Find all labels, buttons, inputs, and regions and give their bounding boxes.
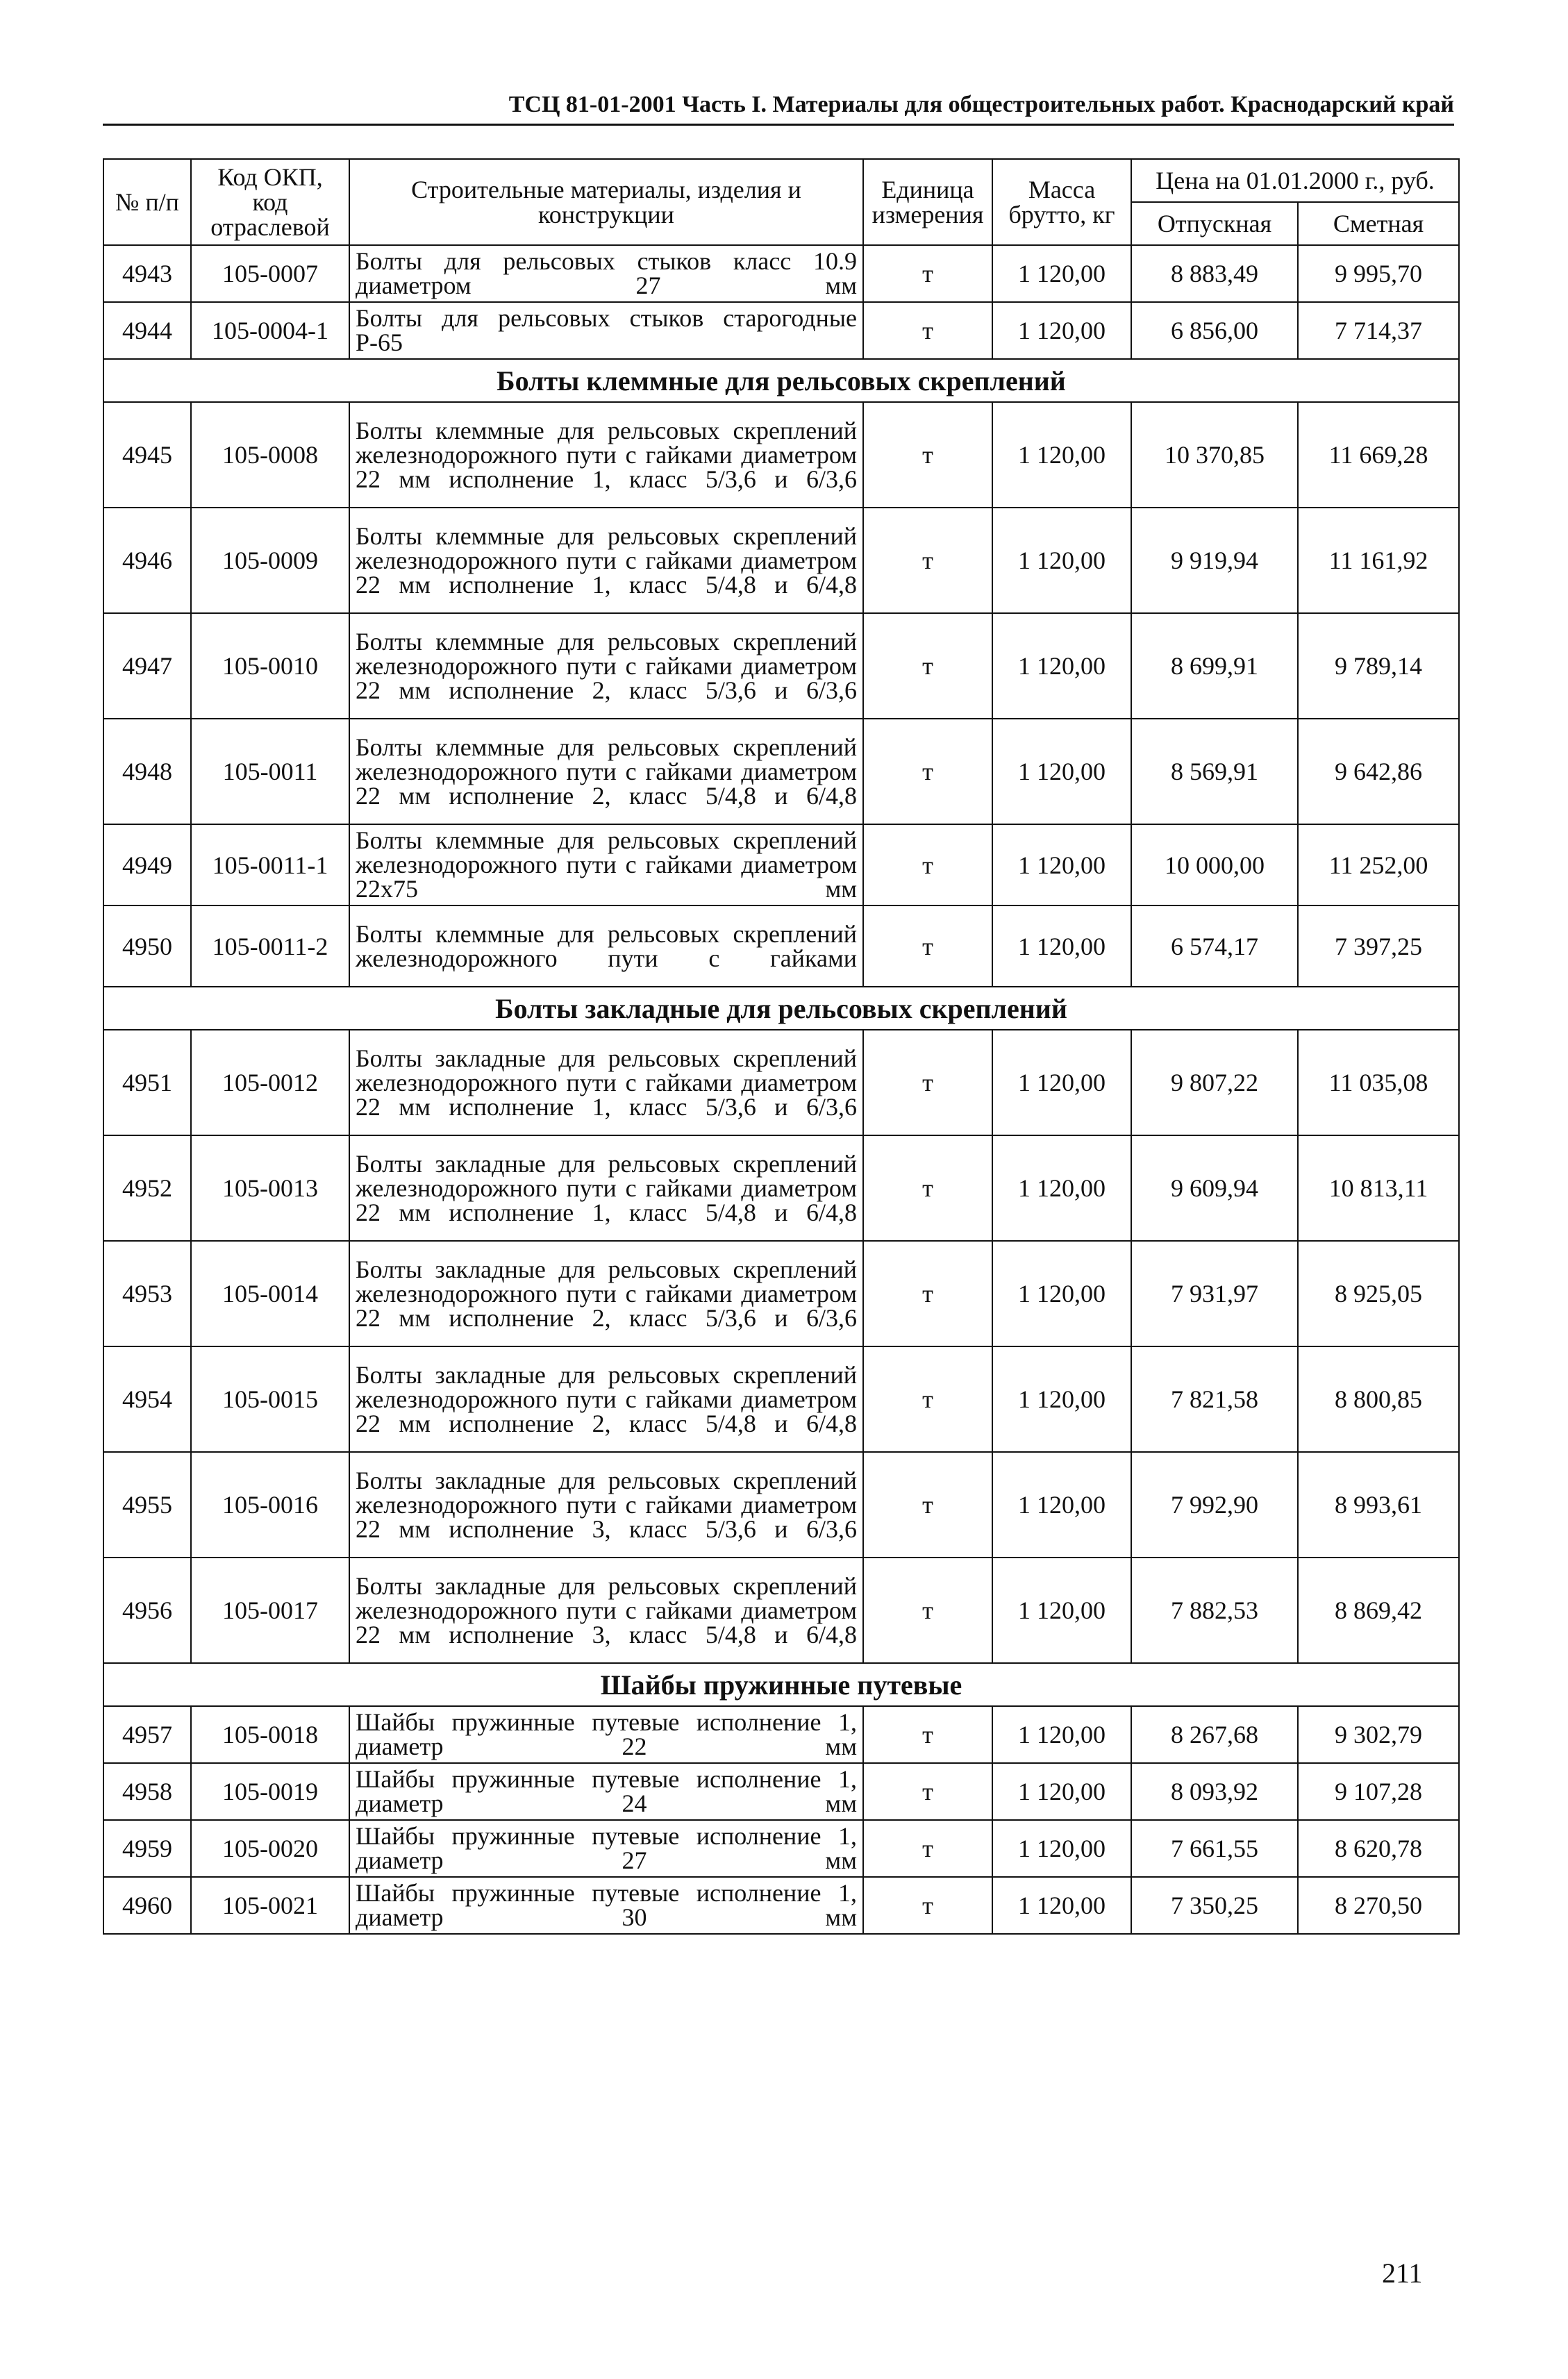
gross-mass: 1 120,00 xyxy=(992,905,1131,987)
okp-code: 105-0011-1 xyxy=(191,824,349,905)
okp-code: 105-0007 xyxy=(191,245,349,302)
section-row xyxy=(103,1663,1459,1706)
release-price: 8 267,68 xyxy=(1131,1706,1298,1763)
row-number: 4960 xyxy=(103,1877,191,1934)
release-price: 8 699,91 xyxy=(1131,613,1298,719)
release-price: 7 931,97 xyxy=(1131,1241,1298,1346)
row-number: 4958 xyxy=(103,1763,191,1820)
col-mass-header: Масса брутто, кг xyxy=(992,159,1131,245)
release-price: 7 350,25 xyxy=(1131,1877,1298,1934)
gross-mass: 1 120,00 xyxy=(992,1030,1131,1135)
material-name: Болты клеммные для рельсовых скреплений железнодорожного пути с гайками диаметром 22 мм исполнение 1, класс 5/4,8 и 6/4,8 xyxy=(349,508,863,613)
material-name: Шайбы пружинные путевые исполнение 1, диаметр 22 мм xyxy=(349,1706,863,1763)
okp-code: 105-0020 xyxy=(191,1820,349,1877)
row-number: 4956 xyxy=(103,1558,191,1663)
okp-code: 105-0004-1 xyxy=(191,302,349,359)
unit-of-measure: т xyxy=(863,402,992,508)
unit-of-measure: т xyxy=(863,1241,992,1346)
gross-mass: 1 120,00 xyxy=(992,1346,1131,1452)
table-row xyxy=(103,1135,1459,1241)
row-number: 4950 xyxy=(103,905,191,987)
unit-of-measure: т xyxy=(863,1820,992,1877)
unit-of-measure: т xyxy=(863,1763,992,1820)
release-price: 6 856,00 xyxy=(1131,302,1298,359)
unit-of-measure: т xyxy=(863,1877,992,1934)
table-row xyxy=(103,1763,1459,1820)
col-code-header: Код ОКП, код отраслевой xyxy=(191,159,349,245)
release-price: 10 370,85 xyxy=(1131,402,1298,508)
material-name: Болты закладные для рельсовых скреплений железнодорожного пути с гайками диаметром 22 мм исполнение 2, класс 5/4,8 и 6/4,8 xyxy=(349,1346,863,1452)
gross-mass: 1 120,00 xyxy=(992,1706,1131,1763)
gross-mass: 1 120,00 xyxy=(992,1241,1131,1346)
okp-code: 105-0019 xyxy=(191,1763,349,1820)
table-row xyxy=(103,402,1459,508)
unit-of-measure: т xyxy=(863,1135,992,1241)
table-row xyxy=(103,302,1459,359)
release-price: 9 609,94 xyxy=(1131,1135,1298,1241)
unit-of-measure: т xyxy=(863,1706,992,1763)
row-number: 4951 xyxy=(103,1030,191,1135)
estimate-price: 10 813,11 xyxy=(1298,1135,1459,1241)
okp-code: 105-0008 xyxy=(191,402,349,508)
table-row xyxy=(103,719,1459,824)
row-number: 4954 xyxy=(103,1346,191,1452)
okp-code: 105-0018 xyxy=(191,1706,349,1763)
gross-mass: 1 120,00 xyxy=(992,402,1131,508)
unit-of-measure: т xyxy=(863,1558,992,1663)
okp-code: 105-0014 xyxy=(191,1241,349,1346)
release-price: 8 883,49 xyxy=(1131,245,1298,302)
gross-mass: 1 120,00 xyxy=(992,1763,1131,1820)
release-price: 10 000,00 xyxy=(1131,824,1298,905)
gross-mass: 1 120,00 xyxy=(992,508,1131,613)
table-row xyxy=(103,1030,1459,1135)
okp-code: 105-0012 xyxy=(191,1030,349,1135)
section-row xyxy=(103,359,1459,402)
gross-mass: 1 120,00 xyxy=(992,1558,1131,1663)
col-release-header: Отпускная xyxy=(1131,202,1298,245)
material-name: Болты закладные для рельсовых скреплений железнодорожного пути с гайками диаметром 22 мм исполнение 2, класс 5/3,6 и 6/3,6 xyxy=(349,1241,863,1346)
estimate-price: 8 925,05 xyxy=(1298,1241,1459,1346)
col-estimate-header: Сметная xyxy=(1298,202,1459,245)
table-body xyxy=(103,245,1459,1934)
section-title: Шайбы пружинные путевые xyxy=(103,1663,1459,1706)
table-row xyxy=(103,1558,1459,1663)
okp-code: 105-0009 xyxy=(191,508,349,613)
table-row xyxy=(103,1241,1459,1346)
table-row xyxy=(103,613,1459,719)
estimate-price: 11 252,00 xyxy=(1298,824,1459,905)
gross-mass: 1 120,00 xyxy=(992,245,1131,302)
okp-code: 105-0015 xyxy=(191,1346,349,1452)
okp-code: 105-0011-2 xyxy=(191,905,349,987)
release-price: 7 821,58 xyxy=(1131,1346,1298,1452)
release-price: 9 807,22 xyxy=(1131,1030,1298,1135)
unit-of-measure: т xyxy=(863,1030,992,1135)
estimate-price: 8 270,50 xyxy=(1298,1877,1459,1934)
estimate-price: 7 397,25 xyxy=(1298,905,1459,987)
okp-code: 105-0013 xyxy=(191,1135,349,1241)
estimate-price: 9 302,79 xyxy=(1298,1706,1459,1763)
release-price: 8 093,92 xyxy=(1131,1763,1298,1820)
gross-mass: 1 120,00 xyxy=(992,1820,1131,1877)
okp-code: 105-0016 xyxy=(191,1452,349,1558)
okp-code: 105-0021 xyxy=(191,1877,349,1934)
estimate-price: 8 993,61 xyxy=(1298,1452,1459,1558)
col-unit-header: Единица измерения xyxy=(863,159,992,245)
material-name: Шайбы пружинные путевые исполнение 1, диаметр 27 мм xyxy=(349,1820,863,1877)
estimate-price: 11 161,92 xyxy=(1298,508,1459,613)
estimate-price: 8 869,42 xyxy=(1298,1558,1459,1663)
unit-of-measure: т xyxy=(863,245,992,302)
table-row xyxy=(103,1820,1459,1877)
material-name: Болты клеммные для рельсовых скреплений железнодорожного пути с гайками диаметром 22 мм исполнение 2, класс 5/4,8 и 6/4,8 xyxy=(349,719,863,824)
col-price-header: Цена на 01.01.2000 г., руб. xyxy=(1131,159,1459,202)
unit-of-measure: т xyxy=(863,1452,992,1558)
release-price: 7 882,53 xyxy=(1131,1558,1298,1663)
section-row xyxy=(103,987,1459,1030)
okp-code: 105-0011 xyxy=(191,719,349,824)
unit-of-measure: т xyxy=(863,719,992,824)
okp-code: 105-0010 xyxy=(191,613,349,719)
row-number: 4946 xyxy=(103,508,191,613)
release-price: 7 661,55 xyxy=(1131,1820,1298,1877)
table-row xyxy=(103,508,1459,613)
estimate-price: 11 669,28 xyxy=(1298,402,1459,508)
material-name: Болты закладные для рельсовых скреплений железнодорожного пути с гайками диаметром 22 мм исполнение 1, класс 5/3,6 и 6/3,6 xyxy=(349,1030,863,1135)
unit-of-measure: т xyxy=(863,302,992,359)
estimate-price: 8 620,78 xyxy=(1298,1820,1459,1877)
estimate-price: 9 789,14 xyxy=(1298,613,1459,719)
release-price: 8 569,91 xyxy=(1131,719,1298,824)
row-number: 4957 xyxy=(103,1706,191,1763)
table-row xyxy=(103,905,1459,987)
price-table xyxy=(103,158,1460,1935)
gross-mass: 1 120,00 xyxy=(992,302,1131,359)
col-name-header: Строительные материалы, изделия и конструкции xyxy=(349,159,863,245)
material-name: Болты клеммные для рельсовых скреплений железнодорожного пути с гайками диаметром 22 мм исполнение 2, класс 5/3,6 и 6/3,6 xyxy=(349,613,863,719)
table-row xyxy=(103,1877,1459,1934)
unit-of-measure: т xyxy=(863,824,992,905)
okp-code: 105-0017 xyxy=(191,1558,349,1663)
section-title: Болты закладные для рельсовых скреплений xyxy=(103,987,1459,1030)
estimate-price: 11 035,08 xyxy=(1298,1030,1459,1135)
row-number: 4943 xyxy=(103,245,191,302)
table-row xyxy=(103,1346,1459,1452)
release-price: 6 574,17 xyxy=(1131,905,1298,987)
row-number: 4945 xyxy=(103,402,191,508)
row-number: 4959 xyxy=(103,1820,191,1877)
table-header xyxy=(103,159,1459,245)
gross-mass: 1 120,00 xyxy=(992,1452,1131,1558)
table-row xyxy=(103,824,1459,905)
estimate-price: 9 995,70 xyxy=(1298,245,1459,302)
unit-of-measure: т xyxy=(863,508,992,613)
row-number: 4953 xyxy=(103,1241,191,1346)
material-name: Болты клеммные для рельсовых скреплений железнодорожного пути с гайками диаметром 22 мм исполнение 1, класс 5/3,6 и 6/3,6 xyxy=(349,402,863,508)
estimate-price: 9 107,28 xyxy=(1298,1763,1459,1820)
gross-mass: 1 120,00 xyxy=(992,824,1131,905)
running-header: ТСЦ 81-01-2001 Часть I. Материалы для общестроительных работ. Краснодарский край xyxy=(103,89,1454,126)
release-price: 7 992,90 xyxy=(1131,1452,1298,1558)
estimate-price: 7 714,37 xyxy=(1298,302,1459,359)
release-price: 9 919,94 xyxy=(1131,508,1298,613)
unit-of-measure: т xyxy=(863,613,992,719)
table-row xyxy=(103,1452,1459,1558)
material-name: Болты клеммные для рельсовых скреплений железнодорожного пути с гайками диаметром 22х75 мм xyxy=(349,824,863,905)
table-row xyxy=(103,245,1459,302)
row-number: 4944 xyxy=(103,302,191,359)
material-name: Болты закладные для рельсовых скреплений железнодорожного пути с гайками диаметром 22 мм исполнение 1, класс 5/4,8 и 6/4,8 xyxy=(349,1135,863,1241)
row-number: 4947 xyxy=(103,613,191,719)
row-number: 4948 xyxy=(103,719,191,824)
unit-of-measure: т xyxy=(863,905,992,987)
estimate-price: 9 642,86 xyxy=(1298,719,1459,824)
material-name: Болты для рельсовых стыков класс 10.9 диаметром 27 мм xyxy=(349,245,863,302)
material-name: Болты закладные для рельсовых скреплений железнодорожного пути с гайками диаметром 22 мм исполнение 3, класс 5/4,8 и 6/4,8 xyxy=(349,1558,863,1663)
gross-mass: 1 120,00 xyxy=(992,1135,1131,1241)
unit-of-measure: т xyxy=(863,1346,992,1452)
material-name: Болты для рельсовых стыков старогодные Р-65 xyxy=(349,302,863,359)
gross-mass: 1 120,00 xyxy=(992,1877,1131,1934)
material-name: Шайбы пружинные путевые исполнение 1, диаметр 24 мм xyxy=(349,1763,863,1820)
gross-mass: 1 120,00 xyxy=(992,719,1131,824)
row-number: 4952 xyxy=(103,1135,191,1241)
material-name: Болты закладные для рельсовых скреплений железнодорожного пути с гайками диаметром 22 мм исполнение 3, класс 5/3,6 и 6/3,6 xyxy=(349,1452,863,1558)
gross-mass: 1 120,00 xyxy=(992,613,1131,719)
section-title: Болты клеммные для рельсовых скреплений xyxy=(103,359,1459,402)
material-name: Шайбы пружинные путевые исполнение 1, диаметр 30 мм xyxy=(349,1877,863,1934)
table-row xyxy=(103,1706,1459,1763)
page-number: 211 xyxy=(1382,2257,1423,2289)
row-number: 4949 xyxy=(103,824,191,905)
estimate-price: 8 800,85 xyxy=(1298,1346,1459,1452)
col-num-header: № п/п xyxy=(103,159,191,245)
material-name: Болты клеммные для рельсовых скреплений железнодорожного пути с гайками xyxy=(349,905,863,987)
row-number: 4955 xyxy=(103,1452,191,1558)
